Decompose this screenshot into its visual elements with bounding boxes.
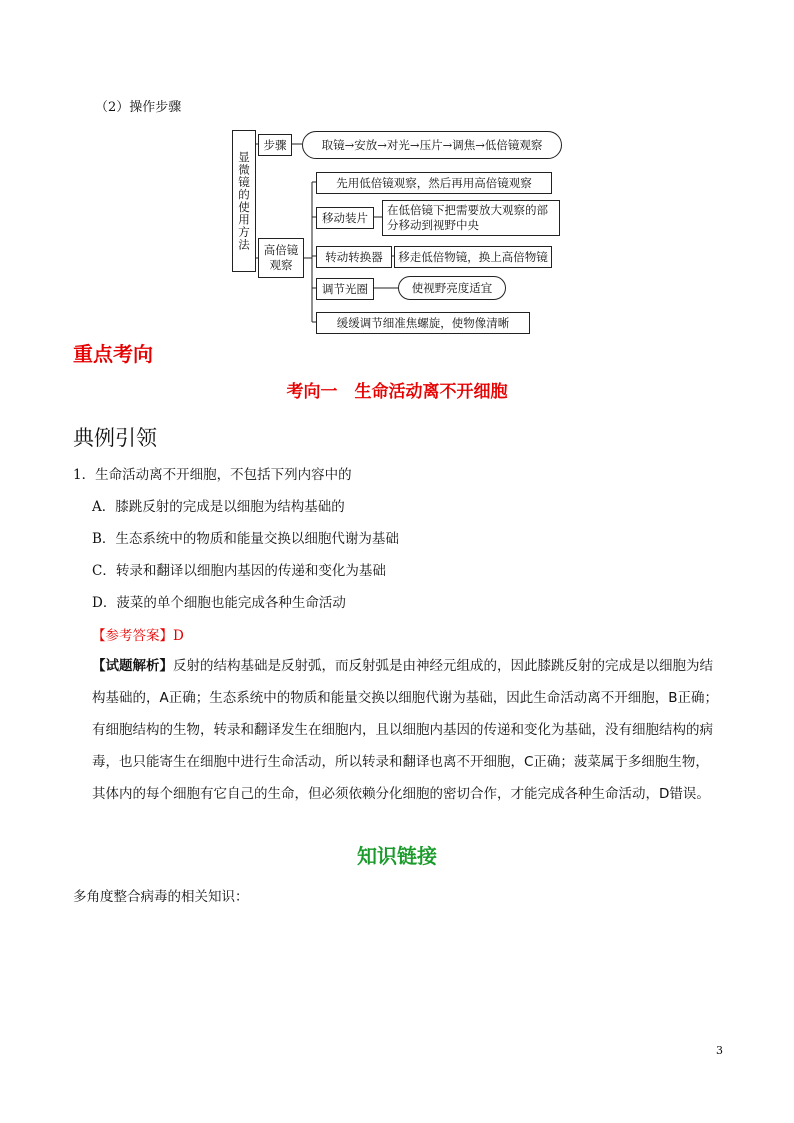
question: 1．生命活动离不开细胞，不包括下列内容中的	[73, 467, 352, 483]
diagram-branch2-label: 移动装片	[316, 207, 374, 229]
section-title: 重点考向	[73, 342, 153, 366]
analysis-text: 反射的结构基础是反射弧，而反射弧是由神经元组成的，因此膝跳反射的完成是以细胞为结构基础的，A正确；生态系统中的物质和能量交换以细胞代谢为基础，因此生命活动离不开细胞，B正确；有细胞结构的生物，转录和翻译发生在细胞内，且以细胞内基因的传递和变化为基础，没有细胞结构的病毒，也只能寄生在细胞中进行生命活动，所以转录和翻译也离不开细胞，C正确；菠菜属于多细胞生物，其体内的每个细胞有它自己的生命，但必须依赖分化细胞的密切合作，才能完成各种生命活动，D错误。	[92, 658, 718, 802]
diagram-branch5: 缓缓调节细准焦螺旋，使物像清晰	[316, 312, 530, 334]
diagram-branch2-detail: 在低倍镜下把需要放大观察的部分移动到视野中央	[382, 200, 560, 236]
option-c: C．转录和翻译以细胞内基因的传递和变化为基础	[92, 563, 386, 579]
diagram-high-label: 高倍镜观察	[258, 238, 304, 278]
option-d: D．菠菜的单个细胞也能完成各种生命活动	[92, 595, 346, 611]
knowledge-link-title: 知识链接	[357, 844, 437, 868]
example-title: 典例引领	[73, 426, 157, 450]
analysis-label: 【试题解析】	[92, 658, 173, 674]
diagram-branch3-label: 转动转换器	[316, 246, 392, 268]
virus-intro: 多角度整合病毒的相关知识：	[73, 889, 249, 905]
diagram-branch4-label: 调节光圈	[316, 278, 374, 300]
diagram-root: 显微镜的使用方法	[232, 130, 256, 272]
diagram-branch3-detail: 移走低倍物镜，换上高倍物镜	[394, 246, 552, 268]
steps-heading: （2）操作步骤	[95, 100, 182, 115]
diagram-step-label: 步骤	[258, 134, 292, 156]
diagram-branch4-detail: 使视野亮度适宜	[398, 276, 506, 300]
diagram-step-sequence: 取镜→安放→对光→压片→调焦→低倍镜观察	[302, 131, 562, 159]
option-b: B．生态系统中的物质和能量交换以细胞代谢为基础	[92, 531, 399, 547]
sub-title: 考向一 生命活动离不开细胞	[286, 382, 508, 402]
page-number: 3	[716, 1044, 723, 1057]
option-a: A．膝跳反射的完成是以细胞为结构基础的	[92, 499, 345, 515]
microscope-usage-diagram	[232, 130, 572, 336]
reference-answer: 【参考答案】D	[92, 628, 184, 644]
diagram-branch1: 先用低倍镜观察，然后再用高倍镜观察	[316, 172, 552, 194]
analysis	[92, 650, 722, 810]
